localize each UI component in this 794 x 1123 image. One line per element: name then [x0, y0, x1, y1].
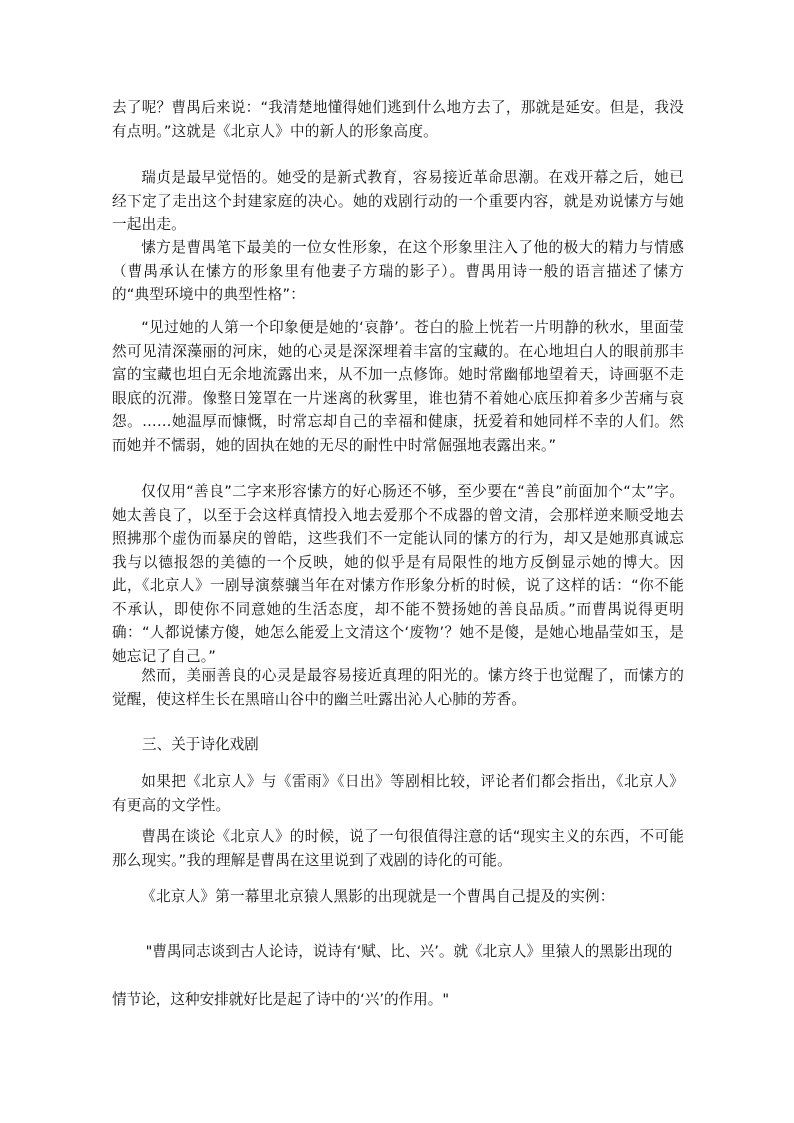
paragraph-9: 《北京人》第一幕里北京猿人黑影的出现就是一个曹禺自己提及的实例： [141, 888, 615, 905]
paragraph-3: 愫方是曹禺笔下最美的一位女性形象，在这个形象里注入了他的极大的精力与情感（曹禺承认在愫方的形象里有他妻子方瑞的影子）。曹禺用诗一般的语言描述了愫方的“典型环境中的典型性格”： [112, 239, 684, 303]
final-quote: "曹禺同志谈到古人论诗，说诗有‘赋、比、兴’。就《北京人》里猿人的黑影出现的情节论，这种安排就好比是起了诗中的‘兴’的作用。" [112, 943, 673, 1008]
paragraph-5: 仅仅用“善良”二字来形容愫方的好心肠还不够，至少要在“善良”前面加个“太”字。她太善良了，以至于会这样真情投入地去爱那个不成器的曾文清，会那样逆来顺受地去照拂那个虚伪而暴戾的曾皓，这些我们不一定能认同的愫方的行为，却又是她那真诚忘我与以德报怨的美德的一个反映，她的似乎是有局限性的地方反倒显示她的博大。因此，《北京人》一剧导演蔡骧当年在对愫方作形象分析的时候，说了这样的话：“你不能不承认，即使你不同意她的生活态度，却不能不赞扬她的善良品质。”而曹禺说得更明确：“人都说愫方傻，她怎么能爱上文清这个‘废物’？她不是傻，是她心地晶莹如玉，是她忘记了自己。” [112, 483, 684, 665]
paragraph-8: 曹禺在谈论《北京人》的时候，说了一句很值得注意的话“现实主义的东西，不可能那么现实。”我的理解是曹禺在这里说到了戏剧的诗化的可能。 [112, 828, 684, 869]
quote-paragraph: “见过她的人第一个印象便是她的‘哀静’。苍白的脸上恍若一片明静的秋水，里面莹然可见清深藻丽的河床，她的心灵是深深埋着丰富的宝藏的。在心地坦白人的眼前那丰富的宝藏也坦白无余地流露出来，从不加一点修饰。她时常幽郁地望着天，诗画驱不走眼底的沉滞。像整日笼罩在一片迷离的秋雾里，谁也猜不着她心底压抑着多少苦痛与哀怨。……她温厚而慷慨，时常忘却自己的幸福和健康，抚爱着和她同样不幸的人们。然而她并不懦弱，她的固执在她的无尽的耐性中时常倔强地表露出来。” [112, 319, 684, 454]
paragraph-6: 然而，美丽善良的心灵是最容易接近真理的阳光的。愫方终于也觉醒了，而愫方的觉醒，使这样生长在黑暗山谷中的幽兰吐露出沁人心肺的芳香。 [112, 667, 684, 708]
paragraph-1: 去了呢？曹禺后来说：“我清楚地懂得她们逃到什么地方去了，那就是延安。但是，我没有点明。”这就是《北京人》中的新人的形象高度。 [112, 99, 684, 140]
paragraph-7: 如果把《北京人》与《雷雨》《日出》等剧相比较，评论者们都会指出，《北京人》有更高的文学性。 [112, 773, 684, 814]
section-heading: 三、关于诗化戏剧 [142, 736, 259, 753]
paragraph-2: 瑞贞是最早觉悟的。她受的是新式教育，容易接近革命思潮。在戏开幕之后，她已经下定了走出这个封建家庭的决心。她的戏剧行动的一个重要内容，就是劝说愫方与她一起出走。 [112, 169, 684, 233]
